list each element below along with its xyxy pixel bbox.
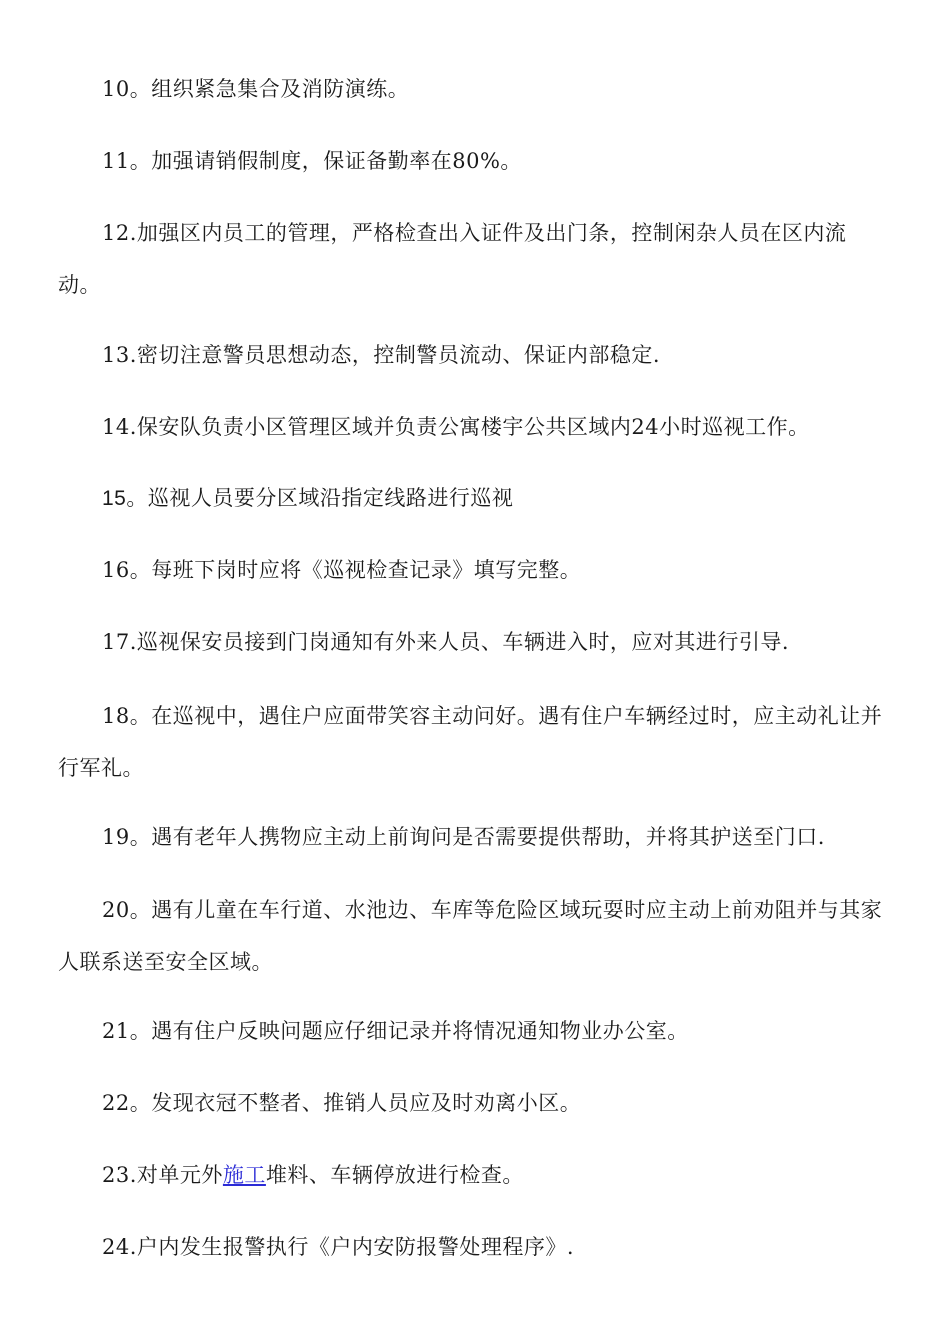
list-item: 13.密切注意警员思想动态，控制警员流动、保证内部稳定. (102, 343, 661, 367)
item-number: 15 (102, 487, 127, 510)
list-item: 16。每班下岗时应将《巡视检查记录》填写完整。 (102, 558, 582, 582)
list-item: 14.保安队负责小区管理区域并负责公寓楼宇公共区域内24小时巡视工作。 (102, 415, 810, 439)
list-item: 17.巡视保安员接到门岗通知有外来人员、车辆进入时，应对其进行引导. (102, 630, 790, 654)
list-item: 22。发现衣冠不整者、推销人员应及时劝离小区。 (102, 1091, 582, 1115)
list-item: 21。遇有住户反映问题应仔细记录并将情况通知物业办公室。 (102, 1019, 689, 1043)
item-text: 。巡视人员要分区域沿指定线路进行巡视 (126, 486, 514, 510)
list-item (58, 1149, 888, 1201)
list-item: 12.加强区内员工的管理，严格检查出入证件及出门条，控制闲杂人员在区内流动。 (58, 221, 847, 297)
list-item: 10。组织紧急集合及消防演练。 (102, 77, 410, 101)
list-item (58, 472, 888, 525)
list-item: 19。遇有老年人携物应主动上前询问是否需要提供帮助，并将其护送至门口. (102, 825, 825, 849)
list-item: 24.户内发生报警执行《户内安防报警处理程序》. (102, 1235, 575, 1259)
item-text-before: 23.对单元外 (102, 1163, 223, 1187)
list-item: 11。加强请销假制度，保证备勤率在80%。 (102, 149, 522, 173)
construction-link[interactable]: 施工 (222, 1163, 266, 1187)
item-text-after: 堆料、车辆停放进行检查。 (265, 1163, 524, 1187)
list-item: 18。在巡视中，遇住户应面带笑容主动问好。遇有住户车辆经过时，应主动礼让并行军礼。 (58, 704, 883, 780)
list-item: 20。遇有儿童在车行道、水池边、车库等危险区域玩耍时应主动上前劝阻并与其家人联系送至安全区域。 (58, 898, 883, 974)
